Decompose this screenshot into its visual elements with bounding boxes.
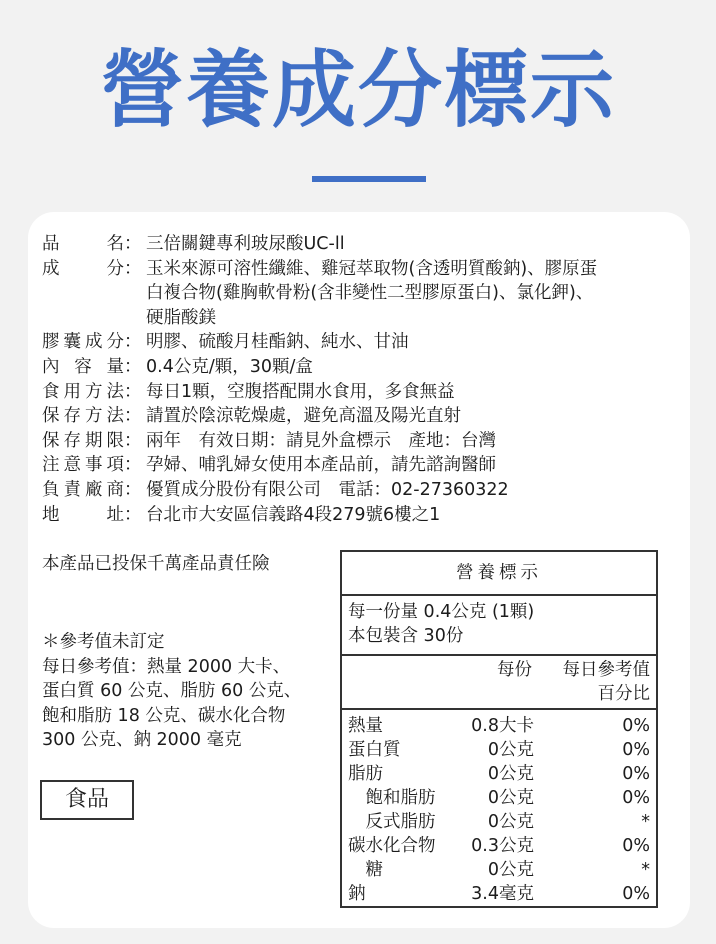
nutrition-row	[348, 858, 650, 882]
info-value: 明膠、硫酸月桂酯鈉、純水、甘油	[146, 332, 409, 353]
info-label: 品 名	[42, 234, 124, 254]
info-row	[42, 257, 682, 331]
page-title: 營養成分標示	[99, 41, 616, 139]
nutrient-name: 飽和脂肪	[348, 788, 436, 808]
title-underline	[312, 176, 426, 182]
nutrient-percent: 0%	[622, 836, 650, 856]
info-row	[42, 355, 682, 380]
info-label: 保存期限	[42, 430, 124, 451]
nutrient-percent: 0%	[622, 740, 650, 760]
nutrient-percent: *	[641, 860, 650, 880]
info-value: 三倍關鍵專利玻尿酸UC-ll	[146, 234, 345, 254]
nutrition-row	[348, 762, 650, 786]
nutrition-row	[348, 786, 650, 810]
info-value: 台北市大安區信義路4段279號6樓之1	[146, 504, 441, 525]
nutrition-title: 營養標示	[342, 552, 656, 596]
info-colon: ：	[124, 504, 142, 525]
nutrient-name: 蛋白質	[348, 740, 401, 760]
nutrient-name: 碳水化合物	[348, 836, 436, 856]
nutrient-amount: 0公克	[487, 788, 534, 808]
info-row	[42, 232, 682, 257]
info-colon: ：	[124, 406, 142, 427]
reference-note	[42, 630, 332, 753]
info-row	[42, 429, 682, 454]
nutrient-name: 脂肪	[348, 764, 383, 784]
nutrient-percent: 0%	[622, 788, 650, 808]
info-row	[42, 404, 682, 429]
info-colon: ：	[124, 234, 142, 254]
nutrition-rows	[342, 710, 656, 906]
reference-line: 飽和脂肪 18 公克、碳水化合物	[42, 705, 286, 726]
nutrient-name: 熱量	[348, 716, 383, 736]
info-label: 成 分	[42, 258, 124, 279]
reference-line: 300 公克、鈉 2000 毫克	[42, 730, 242, 750]
nutrition-table	[340, 550, 658, 908]
nutrient-percent: 0%	[622, 716, 650, 736]
info-label: 負責廠商	[42, 479, 124, 500]
info-value: 優質成分股份有限公司 電話：02-27360322	[146, 479, 509, 500]
info-value: 0.4公克/顆，30顆/盒	[146, 356, 313, 377]
serving-size: 每一份量 0.4公克 (1顆)	[348, 602, 535, 622]
reference-line: 蛋白質 60 公克、脂肪 60 公克、	[42, 681, 302, 701]
info-label: 膠囊成分	[42, 332, 124, 353]
product-info	[42, 232, 682, 527]
info-label: 保存方法	[42, 406, 124, 427]
info-label: 地 址	[42, 504, 124, 525]
nutrient-amount: 0公克	[487, 812, 534, 832]
info-row	[42, 453, 682, 478]
info-value: 兩年 有效日期：請見外盒標示 產地：台灣	[146, 430, 496, 451]
reference-line: 每日參考值：熱量 2000 大卡、	[42, 656, 291, 677]
liability-note: 本產品已投保千萬產品責任險	[42, 554, 270, 574]
info-row	[42, 380, 682, 405]
reference-asterisk-note: ＊參考值未訂定	[42, 632, 165, 652]
col-daily-ref: 每日參考值 百分比	[562, 660, 650, 704]
nutrition-row	[348, 882, 650, 906]
nutrient-name: 反式脂肪	[348, 812, 436, 832]
nutrient-amount: 3.4毫克	[471, 884, 534, 904]
food-label-box: 食品	[40, 780, 134, 820]
nutrition-row	[348, 714, 650, 738]
info-colon: ：	[124, 258, 142, 279]
info-card	[28, 212, 690, 928]
nutrient-amount: 0.8大卡	[471, 716, 534, 736]
nutrition-row	[348, 810, 650, 834]
servings-per-pack: 本包裝含 30份	[348, 626, 464, 646]
nutrition-row	[348, 834, 650, 858]
nutrient-percent: 0%	[622, 884, 650, 904]
col-per-serving: 每份	[497, 660, 532, 680]
nutrient-amount: 0.3公克	[471, 836, 534, 856]
info-row	[42, 330, 682, 355]
info-colon: ：	[124, 356, 142, 377]
info-value: 請置於陰涼乾燥處，避免高溫及陽光直射	[146, 406, 461, 427]
nutrient-amount: 0公克	[487, 764, 534, 784]
info-colon: ：	[124, 430, 142, 451]
nutrient-amount: 0公克	[487, 860, 534, 880]
info-value: 孕婦、哺乳婦女使用本產品前，請先諮詢醫師	[146, 455, 496, 476]
nutrient-name: 鈉	[348, 884, 366, 904]
info-label: 注意事項	[42, 455, 124, 476]
nutrition-header	[342, 656, 656, 710]
info-value: 每日1顆，空腹搭配開水食用，多食無益	[146, 381, 455, 402]
nutrient-name: 糖	[348, 860, 383, 880]
nutrient-amount: 0公克	[487, 740, 534, 760]
info-value: 玉米來源可溶性纖維、雞冠萃取物(含透明質酸鈉)、膠原蛋 白複合物(雞胸軟骨粉(含非變性二型膠原蛋白)、氯化鉀)、 硬脂酸鎂	[146, 258, 598, 328]
info-colon: ：	[124, 455, 142, 476]
nutrient-percent: 0%	[622, 764, 650, 784]
info-colon: ：	[124, 332, 142, 353]
nutrient-percent: *	[641, 812, 650, 832]
nutrition-row	[348, 738, 650, 762]
info-row	[42, 503, 682, 528]
serving-info	[342, 596, 656, 656]
info-colon: ：	[124, 381, 142, 402]
info-label: 內 容 量	[42, 356, 124, 377]
info-label: 食用方法	[42, 381, 124, 402]
info-colon: ：	[124, 479, 142, 500]
info-row	[42, 478, 682, 503]
